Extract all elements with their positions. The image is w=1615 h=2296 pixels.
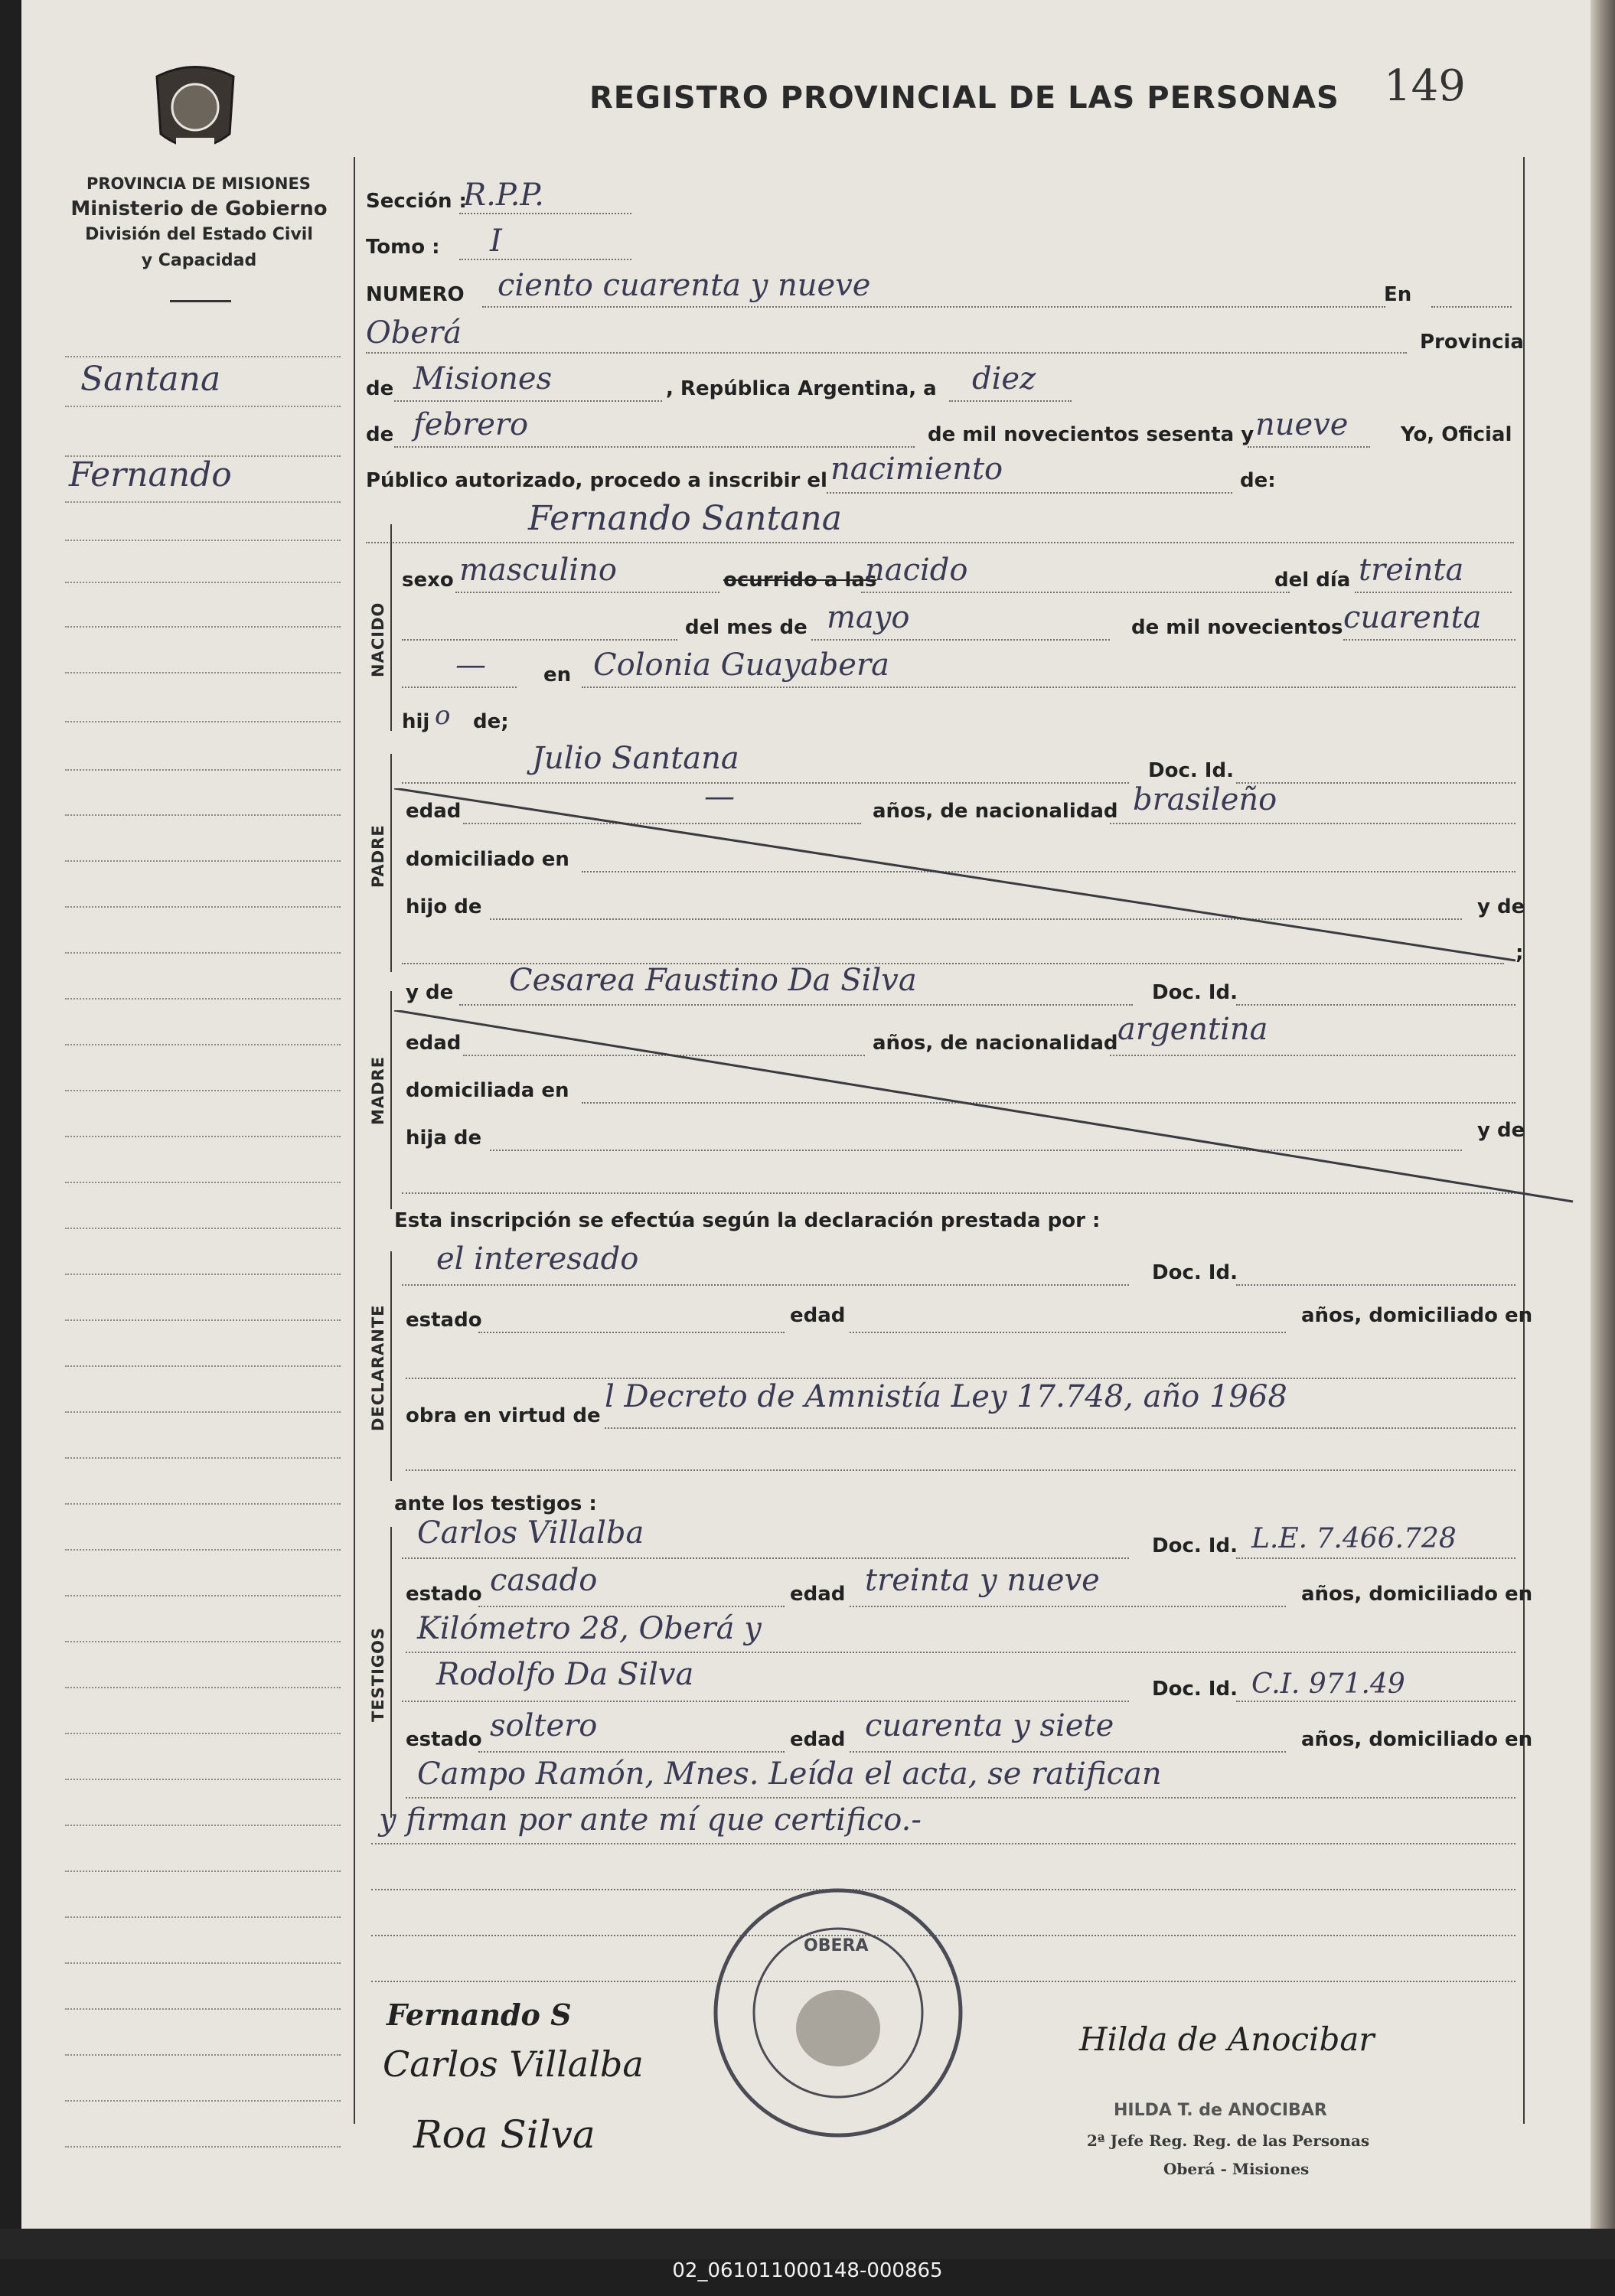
padre-name-line: [402, 782, 1129, 784]
madre-yde2-label: y de: [1477, 1119, 1525, 1142]
section-label-nacido: NACIDO: [369, 602, 387, 677]
footer-bar: [0, 2229, 1615, 2259]
testigo2-edad-label: edad: [790, 1728, 846, 1751]
hora-dash-line: [402, 687, 517, 688]
closing-text: y firman por ante mí que certifico.-: [379, 1802, 922, 1838]
padre-doc-label: Doc. Id.: [1148, 759, 1234, 782]
declarante-estado-line: [478, 1332, 785, 1333]
section-label-testigos: TESTIGOS: [369, 1626, 387, 1722]
tomo-line: [459, 259, 631, 260]
province-label: PROVINCIA DE MISIONES: [86, 174, 311, 193]
testigo1-estado-label: estado: [406, 1583, 482, 1606]
testigo1-edad-line: [850, 1606, 1286, 1607]
place-line: [366, 352, 1407, 354]
testigo1-edad: treinta y nueve: [865, 1563, 1100, 1598]
tomo-label: Tomo :: [366, 236, 440, 259]
testigo2-estado-label: estado: [406, 1728, 482, 1751]
form-left-border: [354, 157, 355, 2124]
anio-line: [1343, 639, 1515, 641]
numero-value: ciento cuarenta y nueve: [498, 268, 871, 303]
hijo-de-label: de;: [473, 710, 509, 733]
testigo1-doc: L.E. 7.466.728: [1251, 1523, 1457, 1554]
testigo2-doc-line: [1236, 1701, 1515, 1702]
declaracion-intro: Esta inscripción se efectúa según la declaración prestada por :: [394, 1209, 1101, 1232]
declarante-estado-label: estado: [406, 1309, 482, 1332]
padre-semicolon: ;: [1515, 941, 1524, 964]
testigo2-name: Rodolfo Da Silva: [436, 1657, 694, 1692]
pre-mes-line: [402, 639, 677, 641]
lugar-en-label: en: [543, 664, 572, 687]
madre-hija-label: hija de: [406, 1127, 482, 1150]
numero-label: NUMERO: [366, 283, 465, 306]
obra-line: [605, 1427, 1515, 1429]
madre-nacionalidad: argentina: [1117, 1012, 1268, 1047]
testigo1-domicilio: Kilómetro 28, Oberá y: [417, 1611, 762, 1646]
nacido-bracket: [390, 524, 392, 731]
sexo-value: masculino: [459, 553, 617, 588]
section-label-madre: MADRE: [369, 1055, 387, 1125]
mes-value: mayo: [827, 600, 910, 635]
register-title: REGISTRO PROVINCIAL DE LAS PERSONAS: [589, 80, 1339, 116]
testigo2-name-line: [402, 1701, 1129, 1702]
declarante-name: el interesado: [436, 1241, 639, 1277]
testigo1-doc-line: [1236, 1557, 1515, 1559]
testigo1-doc-label: Doc. Id.: [1152, 1534, 1238, 1557]
seccion-line: [459, 213, 631, 214]
province-line: [394, 400, 662, 402]
testigo2-doc-label: Doc. Id.: [1152, 1678, 1238, 1701]
madre-edad-label: edad: [406, 1032, 462, 1055]
testigo1-anos-label: años, domiciliado en: [1301, 1583, 1533, 1606]
declarante-anos-label: años, domiciliado en: [1301, 1304, 1533, 1327]
de2-label: de: [366, 423, 394, 446]
official-place: Oberá - Misiones: [1163, 2160, 1310, 2178]
dia-value: treinta: [1359, 553, 1464, 588]
seccion-value: R.P.P.: [463, 178, 544, 213]
yo-oficial-label: Yo, Oficial: [1401, 423, 1512, 446]
margin-given-name: Fernando: [69, 455, 232, 494]
testigo1-domicilio-line: [406, 1652, 1515, 1653]
madre-doc-line: [1236, 1004, 1515, 1006]
month-value: febrero: [413, 407, 529, 442]
testigo2-edad: cuarenta y siete: [865, 1708, 1114, 1743]
republica-label: , República Argentina, a: [666, 377, 937, 400]
nacido-value: nacido: [865, 553, 968, 588]
tomo-value: I: [490, 223, 502, 259]
official-title: 2ª Jefe Reg. Reg. de las Personas: [1087, 2131, 1370, 2150]
de-label: de: [366, 377, 394, 400]
dia-line: [1355, 592, 1512, 593]
publico-label: Público autorizado, procedo a inscribir el: [366, 469, 827, 492]
declarante-edad-line: [850, 1332, 1286, 1333]
en-line: [1431, 306, 1512, 308]
provincia-label: Provincia: [1420, 331, 1524, 354]
madre-yde-label: y de: [406, 981, 454, 1004]
en-label: En: [1384, 283, 1412, 306]
month-line: [394, 446, 915, 448]
de3-label: de:: [1240, 469, 1276, 492]
padre-edad: —: [704, 779, 735, 814]
day-value: diez: [972, 361, 1036, 396]
book-spine: [1591, 0, 1615, 2229]
mil-label: de mil novecientos sesenta y: [928, 423, 1254, 446]
declarante-edad-label: edad: [790, 1304, 846, 1327]
testigos-intro: ante los testigos :: [394, 1492, 597, 1515]
province-value: Misiones: [413, 361, 553, 396]
province-seal-icon: [145, 61, 245, 165]
official-stamp-icon: [704, 1875, 972, 2151]
padre-nacionalidad: brasileño: [1133, 782, 1277, 817]
testigo1-estado-line: [478, 1606, 785, 1607]
stamp-center-text: OBERA: [804, 1936, 869, 1955]
day-line: [949, 400, 1072, 402]
division-label-2: y Capacidad: [141, 251, 257, 270]
numero-line: [482, 306, 1385, 308]
testigo2-estado: soltero: [490, 1708, 598, 1743]
ocurrido-label: ocurrido a las: [723, 569, 877, 592]
header-divider: [170, 300, 231, 302]
testigo2-edad-line: [850, 1751, 1286, 1753]
place-value: Oberá: [366, 315, 462, 351]
testigo2-domicilio: Campo Ramón, Mnes. Leída el acta, se ratifican: [417, 1756, 1162, 1792]
section-label-padre: PADRE: [369, 824, 387, 888]
testigo2-estado-line: [478, 1751, 785, 1753]
signature-carlos: Carlos Villalba: [383, 2043, 644, 2085]
lugar-value: Colonia Guayabera: [593, 647, 889, 683]
seccion-label: Sección :: [366, 190, 467, 213]
testigo2-doc: C.I. 971.49: [1251, 1668, 1405, 1700]
signature-fernando: Fernando S: [387, 1998, 572, 2032]
testigo1-name-line: [402, 1557, 1129, 1559]
page-number: 149: [1384, 61, 1466, 111]
testigo1-edad-label: edad: [790, 1583, 846, 1606]
testigos-bracket: [390, 1527, 392, 1818]
padre-cancel-stroke: [394, 788, 1515, 964]
obra-value: l Decreto de Amnistía Ley 17.748, año 1968: [605, 1379, 1287, 1414]
padre-anos-label: años, de nacionalidad: [873, 800, 1118, 823]
signature-official: Hilda de Anocibar: [1079, 2020, 1375, 2058]
person-line: [366, 542, 1514, 543]
madre-bracket: [390, 991, 392, 1209]
hora-line: [861, 592, 1290, 593]
anio-value: cuarenta: [1343, 600, 1482, 635]
obra-line-2: [406, 1469, 1515, 1471]
declarante-doc-label: Doc. Id.: [1152, 1261, 1238, 1284]
official-name: HILDA T. de ANOCIBAR: [1114, 2101, 1327, 2120]
obra-label: obra en virtud de: [406, 1404, 601, 1427]
division-label: División del Estado Civil: [85, 225, 313, 244]
testigo1-name: Carlos Villalba: [417, 1515, 644, 1551]
declarante-doc-line: [1236, 1284, 1515, 1286]
dia-label: del día: [1274, 569, 1351, 592]
padre-bracket: [390, 754, 392, 972]
padre-doc-line: [1236, 782, 1515, 784]
act-type-line: [827, 492, 1232, 494]
lugar-line: [582, 687, 1515, 688]
person-name: Fernando Santana: [528, 499, 842, 538]
nacido-dash: —: [455, 647, 486, 683]
padre-hijo-label: hijo de: [406, 895, 482, 918]
mil-novecientos-label: de mil novecientos: [1131, 616, 1343, 639]
margin-surname: Santana: [80, 360, 221, 399]
mes-label: del mes de: [685, 616, 808, 639]
testigo2-domicilio-line: [406, 1797, 1515, 1799]
sexo-label: sexo: [402, 569, 454, 592]
closing-line: [371, 1843, 1515, 1844]
testigo2-anos-label: años, domiciliado en: [1301, 1728, 1533, 1751]
madre-cancel-stroke: [394, 1010, 1577, 1209]
act-type-value: nacimiento: [830, 452, 1003, 487]
padre-domicilio-label: domiciliado en: [406, 848, 569, 871]
madre-domicilio-label: domiciliada en: [406, 1079, 569, 1102]
declarante-name-line: [402, 1284, 1129, 1286]
section-label-declarante: DECLARANTE: [369, 1304, 387, 1431]
padre-name: Julio Santana: [532, 741, 739, 776]
padre-yde-label: y de: [1477, 895, 1525, 918]
padre-edad-label: edad: [406, 800, 462, 823]
madre-doc-label: Doc. Id.: [1152, 981, 1238, 1004]
madre-name: Cesarea Faustino Da Silva: [509, 963, 917, 998]
madre-name-line: [459, 1004, 1133, 1006]
year-line: [1248, 446, 1370, 448]
testigo1-estado: casado: [490, 1563, 598, 1598]
declarante-bracket: [390, 1251, 392, 1481]
ministry-label: Ministerio de Gobierno: [70, 197, 328, 220]
sexo-line: [455, 592, 719, 593]
image-filename: 02_061011000148-000865: [672, 2259, 943, 2282]
madre-anos-label: años, de nacionalidad: [873, 1032, 1118, 1055]
signature-roa: Roa Silva: [413, 2112, 595, 2157]
hijo-label: hij: [402, 710, 430, 733]
year-value: nueve: [1255, 407, 1349, 442]
hijo-suffix: o: [435, 700, 451, 731]
mes-line: [811, 639, 1110, 641]
